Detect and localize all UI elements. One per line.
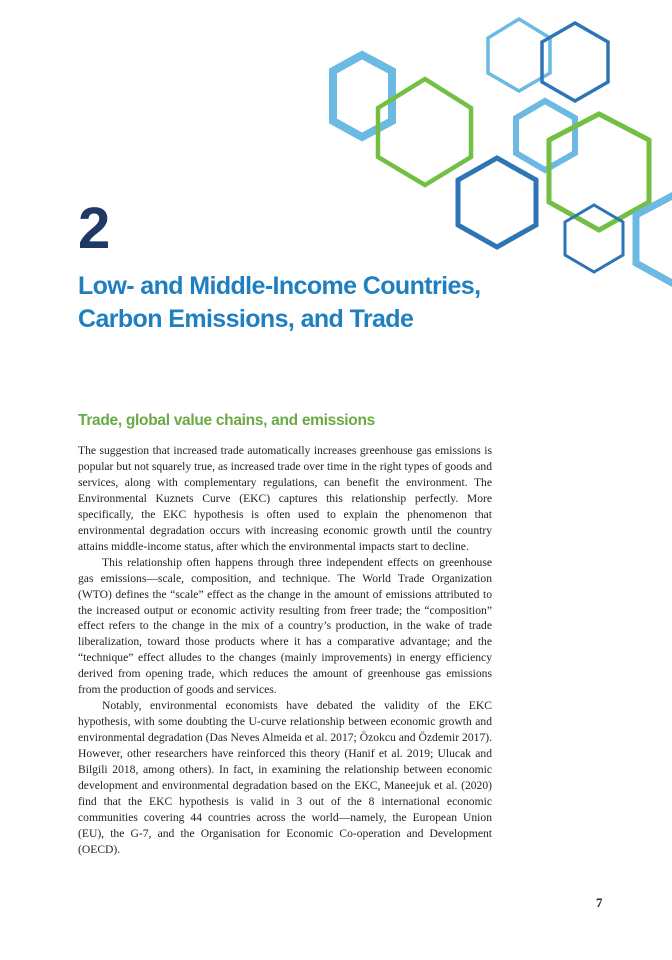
chapter-title-line: Carbon Emissions, and Trade: [78, 305, 414, 333]
chapter-title-line: Low- and Middle-Income Countries,: [78, 272, 481, 300]
paragraph: This relationship often happens through three independent effects on greenhouse gas emissions—scale, composition, and technique. The World Trade Organization (WTO) defines the “scale” effect as the change in the amount of emissions attributed to the increased output or economic activity resulting from freer trade; the “composition” effect refers to the change in the mix of a country’s production, in the wake of trade liberalization, toward those products where it has a comparative advantage; and the “technique” effect alludes to the changes (mainly improvements) in energy efficiency derived from opening trade, which reduces the amount of greenhouse gas emissions from the production of goods and services.: [78, 555, 492, 697]
hexagon-shape: [542, 23, 608, 101]
page-number: 7: [596, 895, 603, 910]
section-heading: Trade, global value chains, and emissions: [78, 412, 375, 429]
paragraph: Notably, environmental economists have debated the validity of the EKC hypothesis, with some doubting the U-curve relationship between economic growth and environmental degradation (Das Neves Almeida et al. 2017; Özokcu and Özdemir 2017). However, other researchers have reinforced this theory (Hanif et al. 2019; Ulucak and Bilgili 2018, among others). In fact, in examining the relationship between economic development and environmental degradation based on the EKC, Maneejuk et al. (2020) find that the EKC hypothesis is valid in 3 out of the 8 international economic communities covering 44 countries across the world—namely, the European Union (EU), the G-7, and the Organisation for Economic Co-operation and Development (OECD).: [78, 699, 492, 856]
hexagon-shape: [516, 101, 575, 170]
chapter-number: 2: [78, 196, 110, 261]
hexagon-shape: [636, 196, 672, 283]
hexagon-shape: [333, 55, 392, 137]
hexagon-shape: [458, 158, 536, 247]
body-text: [78, 443, 492, 858]
paragraph: The suggestion that increased trade automatically increases greenhouse gas emissions is popular but not squarely true, as increased trade over time in the right types of goods and services, along with complementary regulations, can benefit the environment. The Environmental Kuznets Curve (EKC) captures this relationship perfectly. More specifically, the EKC hypothesis is often used to explain the phenomenon that environmental degradation occurs with increasing economic growth until the country attains middle-income status, after which the environmental impacts start to decline.: [78, 444, 492, 553]
chapter-title: [78, 270, 548, 336]
